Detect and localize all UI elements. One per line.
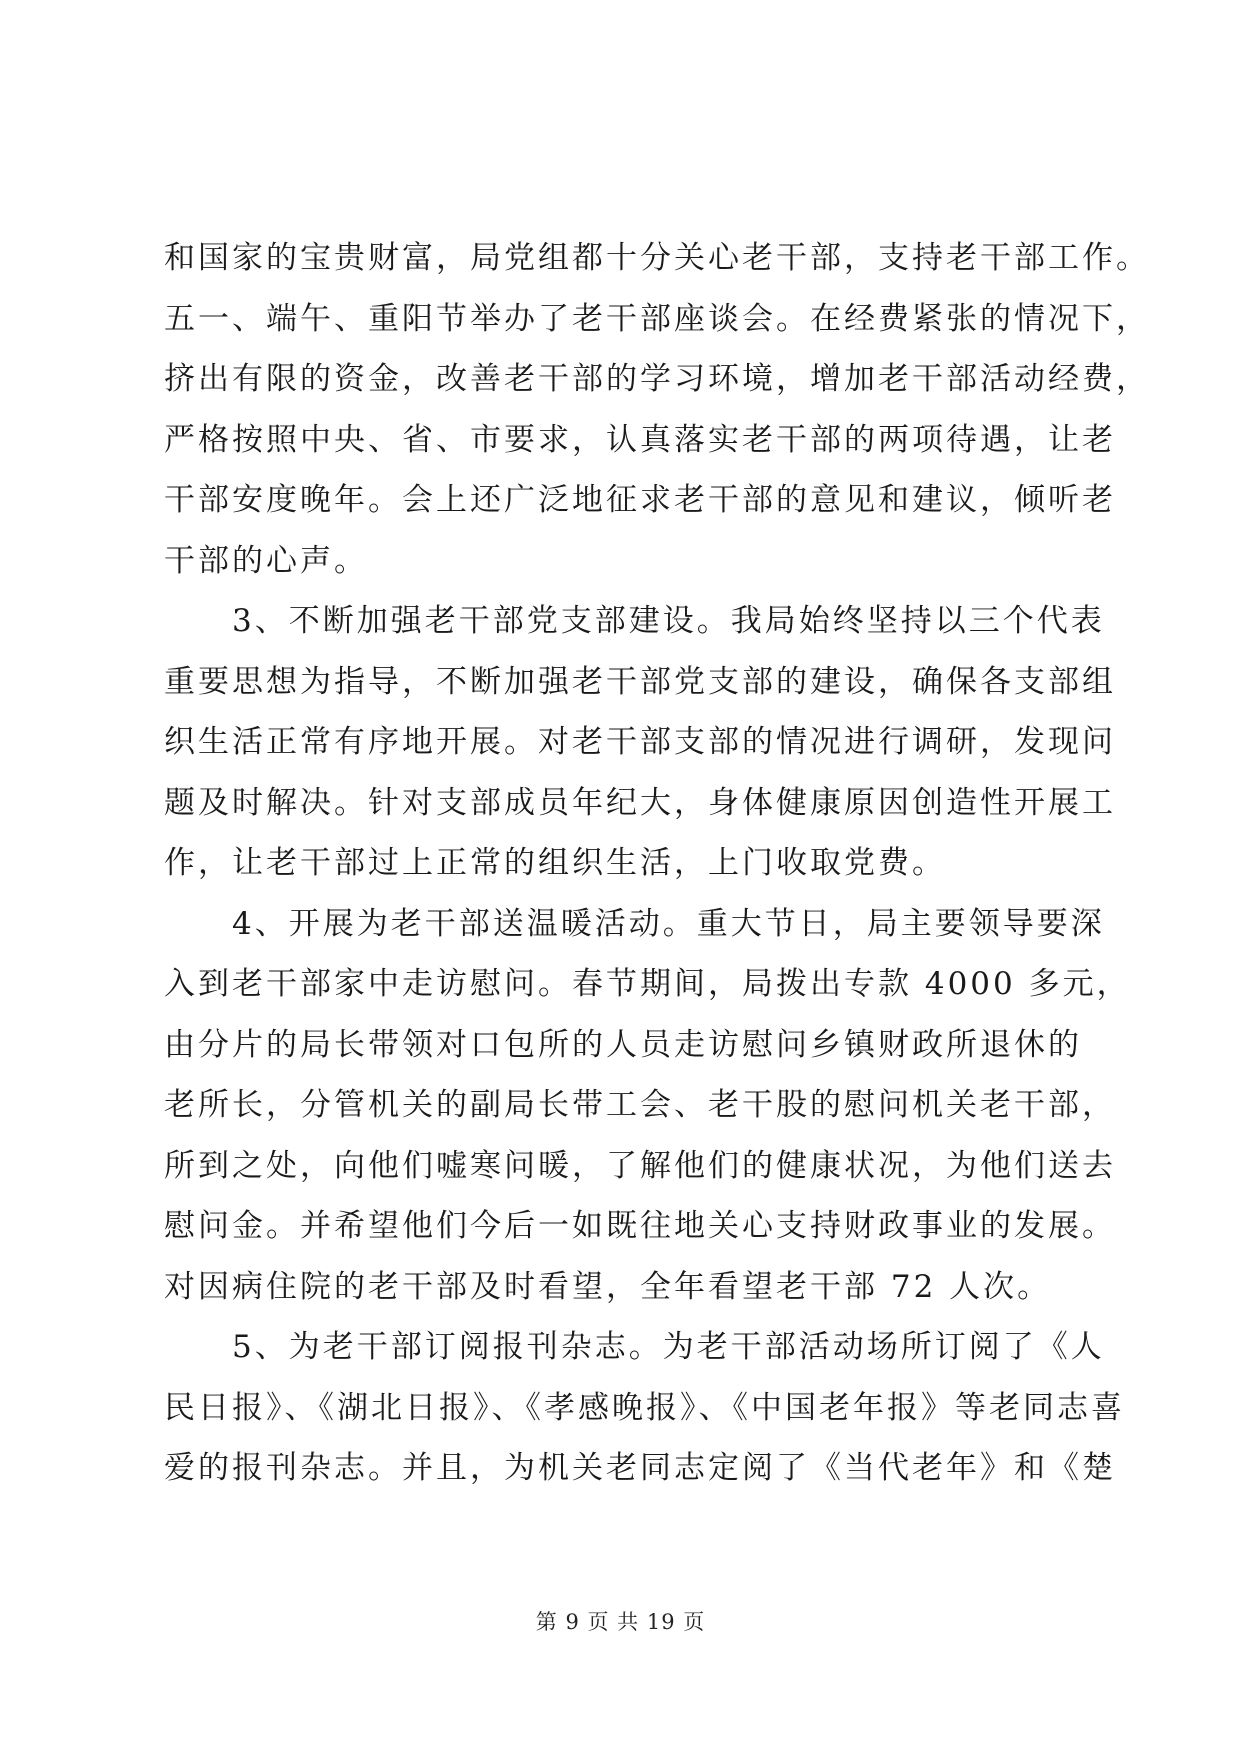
text-line: 对因病住院的老干部及时看望，全年看望老干部 72 人次。: [164, 1268, 1052, 1305]
text-line: 五一、端午、重阳节举办了老干部座谈会。在经费紧张的情况下，: [164, 300, 1150, 337]
text-line: 5、为老干部订阅报刊杂志。为老干部活动场所订阅了《人: [164, 1329, 1105, 1365]
page-number-footer: 第 9 页 共 19 页: [535, 1610, 706, 1634]
text-line: 织生活正常有序地开展。对老干部支部的情况进行调研，发现问: [164, 724, 1116, 760]
text-line: 重要思想为指导，不断加强老干部党支部的建设，确保各支部组: [164, 663, 1116, 700]
text-line: 入到老干部家中走访慰问。春节期间，局拨出专款 4000 多元，: [164, 966, 1131, 1002]
body-text: [164, 228, 1150, 1499]
text-line: 3、不断加强老干部党支部建设。我局始终坚持以三个代表: [164, 603, 1105, 639]
text-line: 民日报》、《湖北日报》、《孝感晚报》、《中国老年报》等老同志喜: [164, 1389, 1125, 1426]
text-line: 老所长，分管机关的副局长带工会、老干股的慰问机关老干部，: [164, 1087, 1116, 1123]
text-line: 所到之处，向他们嘘寒问暖，了解他们的健康状况，为他们送去: [164, 1147, 1116, 1184]
text-line: 作，让老干部过上正常的组织生活，上门收取党费。: [164, 845, 946, 881]
text-line: 慰问金。并希望他们今后一如既往地关心支持财政事业的发展。: [164, 1208, 1116, 1244]
text-line: 严格按照中央、省、市要求，认真落实老干部的两项待遇，让老: [164, 421, 1116, 458]
text-line: 爱的报刊杂志。并且，为机关老同志定阅了《当代老年》和《楚: [164, 1450, 1116, 1486]
text-line: 4、开展为老干部送温暖活动。重大节日，局主要领导要深: [164, 905, 1105, 942]
text-line: 题及时解决。针对支部成员年纪大，身体健康原因创造性开展工: [164, 784, 1116, 821]
text-line: 干部安度晚年。会上还广泛地征求老干部的意见和建议，倾听老: [164, 482, 1116, 518]
text-line: 由分片的局长带领对口包所的人员走访慰问乡镇财政所退休的: [164, 1026, 1082, 1063]
text-line: 和国家的宝贵财富，局党组都十分关心老干部，支持老干部工作。: [164, 240, 1150, 276]
text-line: 挤出有限的资金，改善老干部的学习环境，增加老干部活动经费，: [164, 361, 1150, 397]
text-line: 干部的心声。: [164, 542, 368, 579]
